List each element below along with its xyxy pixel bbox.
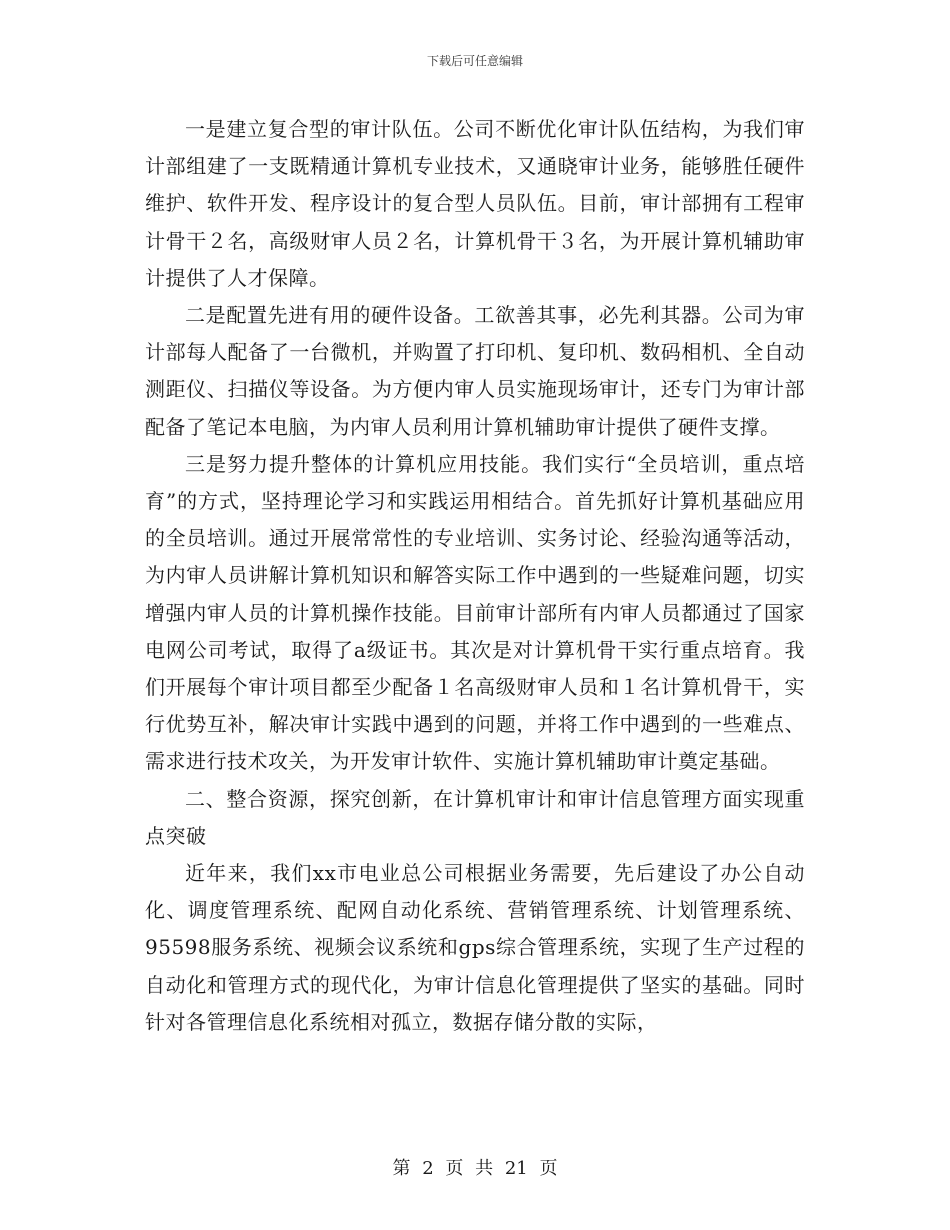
section-heading: 二、整合资源，探究创新，在计算机审计和审计信息管理方面实现重点突破 (145, 786, 805, 848)
page-header: 下载后可任意编辑 (426, 54, 523, 68)
paragraph-hardware: 二是配置先进有用的硬件设备。工欲善其事，必先利其器。公司为审计部每人配备了一台微机，并购置了打印机、复印机、数码相机、全自动测距仪、扫描仪等设备。为方便内审人员实施现场审计，还专门为审计部配备了笔记本电脑，为内审人员利用计算机辅助审计提供了硬件支撑。 (145, 303, 805, 439)
paragraph-audit-team: 一是建立复合型的审计队伍。公司不断优化审计队伍结构，为我们审计部组建了一支既精通计算机专业技术，又通晓审计业务，能够胜任硬件维护、软件开发、程序设计的复合型人员队伍。目前，审计部拥有工程审计骨干２名，高级财审人员２名，计算机骨干３名，为开展计算机辅助审计提供了人才保障。 (145, 117, 805, 290)
paragraph-skills: 三是努力提升整体的计算机应用技能。我们实行“全员培训，重点培育”的方式，坚持理论学习和实践运用相结合。首先抓好计算机基础应用的全员培训。通过开展常常性的专业培训、实务讨论、经验沟通等活动，为内审人员讲解计算机知识和解答实际工作中遇到的一些疑难问题，切实增强内审人员的计算机操作技能。目前审计部所有内审人员都通过了国家电网公司考试，取得了a级证书。其次是对计算机骨干实行重点培育。我们开展每个审计项目都至少配备１名高级财审人员和１名计算机骨干，实行优势互补，解决审计实践中遇到的问题，并将工作中遇到的一些难点、需求进行技术攻关，为开发审计软件、实施计算机辅助审计奠定基础。 (145, 451, 805, 774)
page-number: 第 2 页 共 21 页 (392, 1158, 558, 1179)
document-body (145, 111, 805, 1041)
paragraph-systems: 近年来，我们xx市电业总公司根据业务需要，先后建设了办公自动化、调度管理系统、配网自动化系统、营销管理系统、计划管理系统、95598服务系统、视频会议系统和gps综合管理系统，实现了生产过程的自动化和管理方式的现代化，为审计信息化管理提供了坚实的基础。同时针对各管理信息化系统相对孤立，数据存储分散的实际， (145, 861, 805, 1034)
